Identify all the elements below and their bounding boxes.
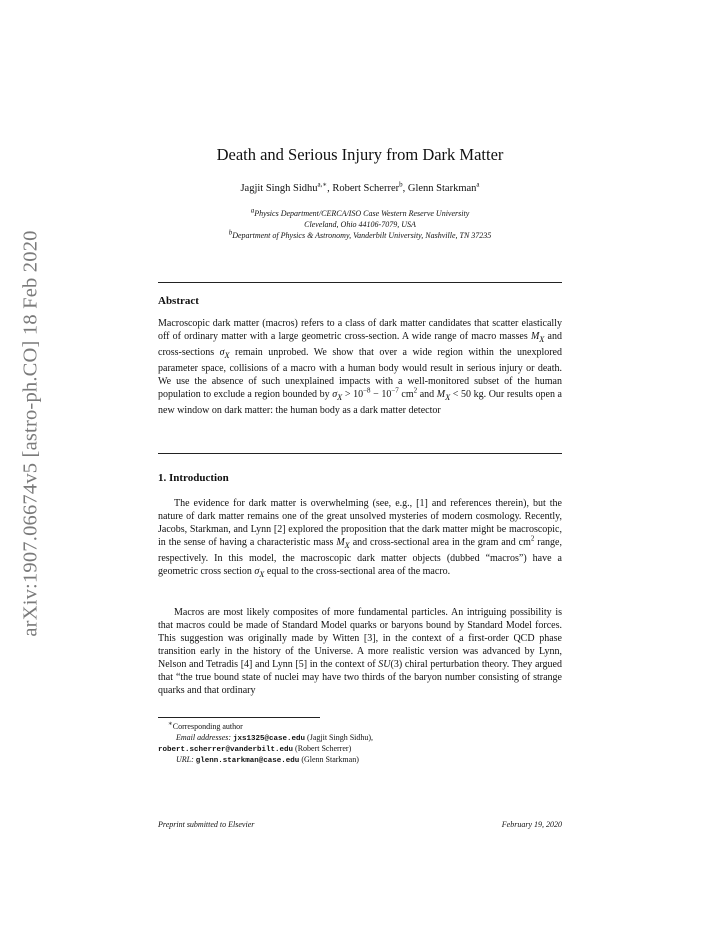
- abstract-text-part: < 50 kg. Our results open a new window on dark matter: the human body as a dark matter detector: [158, 389, 562, 416]
- author-1: Jagjit Singh Sidhu: [240, 183, 318, 194]
- arxiv-identifier: arXiv:1907.06674v5 [astro-ph.CO] 18 Feb 2020: [19, 230, 42, 637]
- abstract-text: [158, 317, 562, 417]
- abstract-bottom-rule: [158, 453, 562, 454]
- email-link-sidhu[interactable]: jxs1325@case.edu: [233, 735, 306, 743]
- symbol-subscript: X: [344, 541, 350, 550]
- math-exponent: 2: [413, 386, 418, 395]
- abstract-text-part: remain unprobed. We show that over a wide region within the unexplored parameter space, collisions of a macro with a human body would result in serious injury or death. We use the absence of such unexplained impacts with a well-monitored subset of the human population to exclude a region bounded by: [158, 347, 562, 400]
- affiliation-b: [158, 230, 562, 241]
- paragraph-text: Macros are most likely composites of more fundamental particles. An intriguing possibility is that macros could be made of Standard Model quarks or baryons bound by Standard Model forces. This suggestion was originally made by Witten [3], in the context of a first-order QCD phase transition early in the history of the Universe. A more realistic version was advanced by Lynn, Nelson and Tetradis [4] and Lynn [5] in the context of: [158, 607, 562, 670]
- author-2: Robert Scherrer: [332, 183, 400, 194]
- paragraph-text: range, respectively. In this model, the macroscopic dark matter objects (dubbed “macros”) have a geometric cross section: [158, 537, 562, 577]
- symbol-subscript: X: [224, 351, 230, 360]
- url-owner: (Glenn Starkman): [299, 755, 359, 764]
- footnote-mark: ∗: [168, 719, 173, 728]
- section-heading-introduction: 1. Introduction: [158, 472, 229, 484]
- paragraph-text: The evidence for dark matter is overwhelming (see, e.g., [1] and references therein), but the nature of dark matter remains one of the great unsolved mysteries of modern cosmology. Recently, Jacobs, Starkman, and Lynn [2] explored the proposition that the dark matter might be macroscopic, in the sense of having a characteristic mass: [158, 498, 562, 548]
- footer-preprint-note: Preprint submitted to Elsevier: [158, 820, 255, 829]
- symbol-subscript: X: [337, 393, 343, 402]
- symbol-sigma: σ: [219, 347, 225, 358]
- footnote-url: [158, 754, 562, 767]
- footnote-text: Corresponding author: [172, 722, 243, 731]
- abstract-text-part: cm: [398, 389, 414, 400]
- symbol-subscript: X: [445, 393, 451, 402]
- symbol-subscript: X: [539, 335, 545, 344]
- affiliation-a: [158, 208, 562, 219]
- email-label: Email addresses:: [176, 733, 232, 742]
- footnote-corresponding: [158, 721, 562, 732]
- symbol-mass: M: [436, 389, 446, 400]
- affiliation-a-mark: a: [250, 206, 255, 215]
- author-separator: ,: [327, 183, 333, 194]
- symbol-sigma: σ: [332, 389, 338, 400]
- email-owner: (Robert Scherrer): [293, 744, 352, 753]
- arxiv-side-label: [16, 227, 46, 640]
- symbol-mass: M: [336, 537, 345, 548]
- author-1-marks: a,∗: [317, 180, 328, 189]
- math-exponent: −8: [363, 386, 371, 395]
- paragraph-text: equal to the cross-sectional area of the macro.: [264, 566, 451, 577]
- abstract-heading: Abstract: [158, 295, 199, 307]
- affiliation-b-mark: b: [228, 228, 233, 237]
- author-3-marks: a: [476, 180, 480, 189]
- intro-paragraph-2: [158, 606, 562, 697]
- paragraph-text: and cross-sectional area in the gram and cm: [349, 537, 531, 548]
- affiliation-b-line: Department of Physics & Astronomy, Vanderbilt University, Nashville, TN 37235: [232, 231, 492, 240]
- math-exponent: −7: [391, 386, 399, 395]
- author-2-marks: b: [399, 180, 403, 189]
- author-separator: ,: [402, 183, 408, 194]
- footnote-rule: [158, 717, 320, 718]
- symbol-su: SU: [378, 659, 391, 670]
- email-link-scherrer[interactable]: robert.scherrer@vanderbilt.edu: [158, 746, 294, 754]
- symbol-sigma: σ: [254, 566, 260, 577]
- url-link-starkman[interactable]: glenn.starkman@case.edu: [195, 757, 300, 765]
- symbol-subscript: X: [259, 570, 265, 579]
- abstract-top-rule: [158, 282, 562, 283]
- footer-date: February 19, 2020: [501, 820, 562, 829]
- paragraph-text: (3) chiral perturbation theory. They argued that “the true bound state of nuclei may have two thirds of the baryon number consisting of strange quarks and that ordinary: [158, 659, 562, 696]
- email-owner: (Jagjit Singh Sidhu),: [305, 733, 374, 742]
- symbol-mass: M: [530, 331, 540, 342]
- abstract-text-part: Macroscopic dark matter (macros) refers to a class of dark matter candidates that scatter elastically off of ordinary matter with a large geometric cross-section. A wide range of macro masses: [158, 318, 562, 342]
- intro-paragraph-1: [158, 497, 562, 581]
- url-label: URL:: [176, 755, 194, 764]
- abstract-text-part: and: [417, 389, 437, 400]
- math-exponent: 2: [530, 534, 535, 543]
- affiliation-a-line1: Physics Department/CERCA/ISO Case Western Reserve University: [254, 209, 470, 218]
- author-3: Glenn Starkman: [407, 183, 477, 194]
- abstract-text-part: and cross-sections: [158, 331, 562, 358]
- math-range: − 10: [370, 389, 392, 400]
- affiliation-a-address: Cleveland, Ohio 44106-7079, USA: [304, 220, 416, 229]
- paper-title: Death and Serious Injury from Dark Matter: [216, 145, 504, 164]
- author-list: [158, 180, 562, 194]
- math-range: > 10: [342, 389, 364, 400]
